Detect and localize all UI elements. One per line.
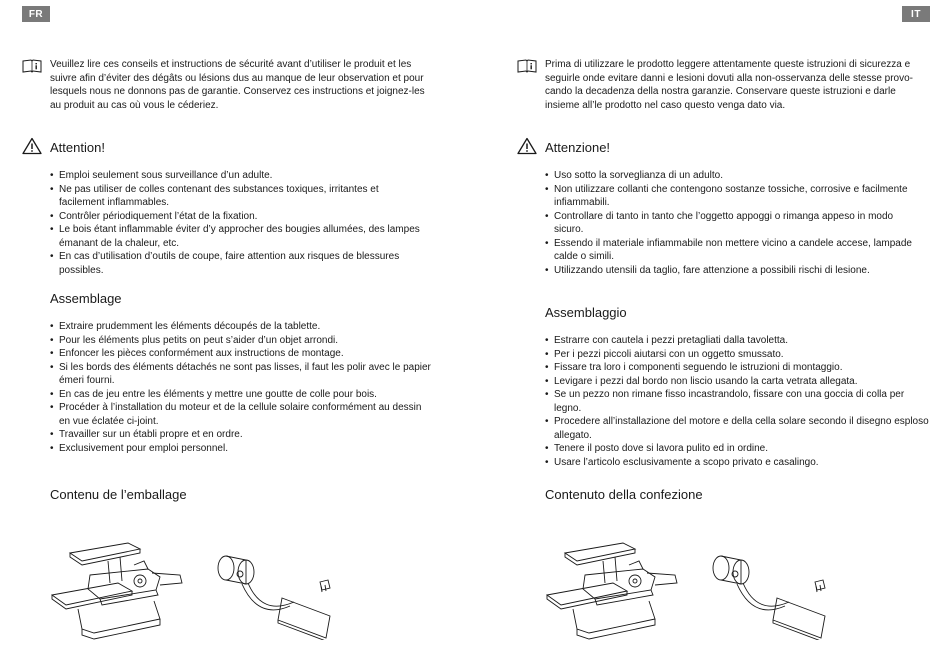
list-item: • En cas de jeu entre les éléments y mettre une goutte de colle pour bois. — [50, 388, 435, 402]
list-item: • Levigare i pezzi dal bordo non liscio usando la carta vetrata allegata. — [545, 375, 930, 389]
language-badge-it: IT — [902, 6, 930, 22]
list-item: • Essendo il materiale infiammabile non mettere vicino a candele accese, lampade calde o simili. — [545, 237, 915, 264]
list-item: • Non utilizzare collanti che contengono sostanze tossiche, corrosive e facilmente infiammabili. — [545, 183, 915, 210]
attention-list — [545, 169, 915, 277]
list-item: • Pour les éléments plus petits on peut s’aider d’un objet arrondi. — [50, 334, 435, 348]
intro-paragraph: Prima di utilizzare le prodotto leggere attentamente queste istruzioni di sicurezza e seguirle onde evitare danni e lesioni dovuti alla non-osservanza delle stesse provo-cando la decadenza della nostra garanzie. Conservare queste istruzioni e darle insieme all’le prodotto nel caso questo venga dato via. — [545, 59, 913, 111]
assembly-list — [50, 320, 435, 455]
attention-heading: Attenzione! — [545, 140, 611, 155]
list-item: • Per i pezzi piccoli aiutarsi con un oggetto smussato. — [545, 348, 930, 362]
attention-list — [50, 169, 420, 277]
list-item: • Ne pas utiliser de colles contenant des substances toxiques, irritantes et facilement inflammables. — [50, 183, 420, 210]
list-item: • Usare l’articolo esclusivamente a scopo privato e casalingo. — [545, 456, 930, 470]
book-info-icon — [22, 59, 42, 73]
contents-heading: Contenu de l’emballage — [50, 487, 187, 502]
list-item: • Uso sotto la sorveglianza di un adulto. — [545, 169, 915, 183]
assembly-list — [545, 334, 930, 469]
list-item: • Enfoncer les pièces conformément aux instructions de montage. — [50, 347, 435, 361]
list-item: • Tenere il posto dove si lavora pulito ed in ordine. — [545, 442, 930, 456]
assembly-heading: Assemblage — [50, 291, 122, 306]
language-badge-fr: FR — [22, 6, 50, 22]
list-item: • Le bois étant inflammable éviter d’y approcher des bougies allumées, des lampes émanant de la chaleur, etc. — [50, 223, 420, 250]
list-item: • Procéder à l’installation du moteur et de la cellule solaire conformément au dessin en vue éclatée ci-joint. — [50, 401, 435, 428]
motor-solar-cell-illustration — [707, 550, 837, 640]
list-item: • Estrarre con cautela i pezzi pretagliati dalla tavoletta. — [545, 334, 930, 348]
list-item: • Travailler sur un établi propre et en ordre. — [50, 428, 435, 442]
airplane-kit-illustration — [543, 535, 683, 640]
list-item: • Controllare di tanto in tanto che l’oggetto appoggi o rimanga appeso in modo sicuro. — [545, 210, 915, 237]
assembly-heading: Assemblaggio — [545, 305, 627, 320]
intro-text — [50, 58, 435, 112]
list-item: • Exclusivement pour emploi personnel. — [50, 442, 435, 456]
list-item: • Emploi seulement sous surveillance d’un adulte. — [50, 169, 420, 183]
book-info-icon — [517, 59, 537, 73]
warning-triangle-icon — [22, 137, 42, 155]
list-item: • Fissare tra loro i componenti seguendo le istruzioni di montaggio. — [545, 361, 930, 375]
list-item: • Procedere all’installazione del motore e della cella solare secondo il disegno esploso allegato. — [545, 415, 930, 442]
list-item: • Utilizzando utensili da taglio, fare attenzione a possibili rischi di lesione. — [545, 264, 915, 278]
warning-triangle-icon — [517, 137, 537, 155]
attention-heading: Attention! — [50, 140, 105, 155]
airplane-kit-illustration — [48, 535, 188, 640]
list-item: • Contrôler périodiquement l’état de la fixation. — [50, 210, 420, 224]
intro-text — [545, 58, 920, 112]
list-item: • En cas d’utilisation d’outils de coupe, faire attention aux risques de blessures possibles. — [50, 250, 420, 277]
list-item: • Se un pezzo non rimane fisso incastrandolo, fissare con una goccia di colla per legno. — [545, 388, 930, 415]
contents-heading: Contenuto della confezione — [545, 487, 703, 502]
motor-solar-cell-illustration — [212, 550, 342, 640]
list-item: • Extraire prudemment les éléments découpés de la tablette. — [50, 320, 435, 334]
intro-paragraph: Veuillez lire ces conseils et instructions de sécurité avant d’utiliser le produit et les suivre afin d’éviter des dégâts ou lésions dus au manque de leur observation et pour lesquels nous ne donnons pas de garantie. Conservez ces instructions et joignez-les au produit au cas où vous le céderiez. — [50, 59, 425, 111]
list-item: • Si les bords des éléments détachés ne sont pas lisses, il faut les polir avec le papier émeri fourni. — [50, 361, 435, 388]
